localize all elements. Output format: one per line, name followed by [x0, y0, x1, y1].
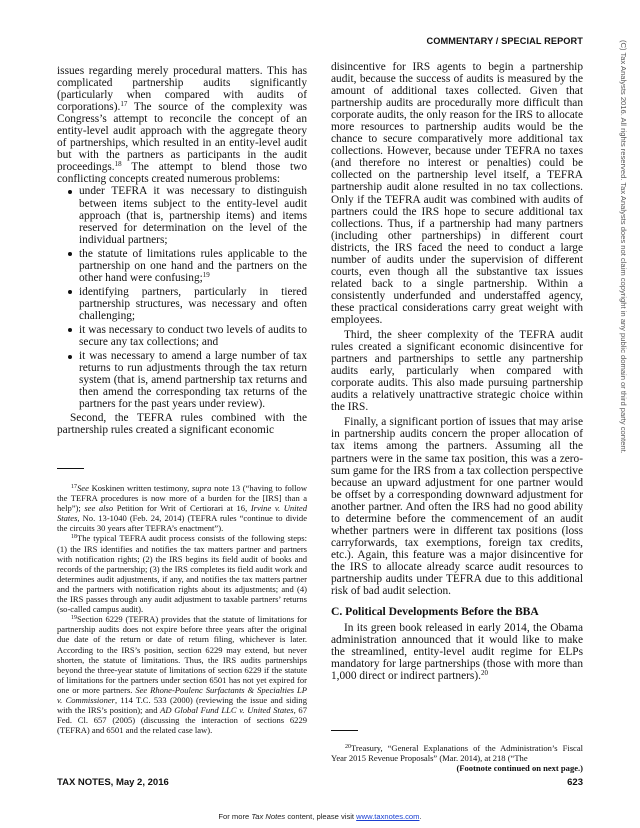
footnote-ref[interactable]: 18: [114, 160, 122, 169]
footnote-19: $^{19}$Section 6229 (TEFRA) provides that the statute of limitations for partnership audits does not expire before three years after the original due date of the return or date of return filing, whichever is later. According to the IRS’s position, section 6229 may extend, but never shorten, the statute of limitations. Thus, the IRS audits partnerships beyond the three-year statute of limitations of section 6229 if the statute of limitations for the partners under section 6501 has not yet expired for one or more partners. See Rhone-Poulenc Surfactants & Specialties LP v. Commissioner, 114 T.C. 533 (2000) (reviewing the issue and siding with the IRS’s position); and AD Global Fund LLC v. United States, 67 Fed. Cl. 657 (2005) (discussing the interaction of sections 6229 (TEFRA) and 6501 and the related case law).: [57, 614, 308, 736]
footnote-ref[interactable]: 20: [480, 669, 488, 678]
footnotes-right: [331, 743, 583, 773]
footnote-continued-note: (Footnote continued on next page.): [456, 763, 583, 774]
body-paragraph: Second, the TEFRA rules combined with the partnership rules created a significant economic: [57, 412, 307, 437]
section-heading: C. Political Developments Before the BBA: [331, 605, 539, 619]
body-paragraph: Finally, a significant portion of issues that may arise in partnership audits concern the proper allocation of tax items among the partners. Assuming all the partners were in the same tax position, this was a zero-sum game for the IRS from a tax collection perspective because an upward adjustment for one partner would be offset by a corresponding downward adjustment for another partner. And often the IRS had no good ability to determine before the commencement of an audit whether partners were in different tax positions (loss carryforwards, tax exemptions, foreign tax credits, etc.). Again, this feature was a major disincentive for the IRS to allocate already scarce audit resources to partnership audits under TEFRA due to this additional risk of bad audit selection.: [331, 416, 583, 598]
left-column: [57, 65, 307, 436]
footnote-ref[interactable]: 17: [120, 100, 128, 109]
page-number: 623: [567, 777, 583, 788]
list-item: identifying partners, particularly in tiered partnership structures, was necessary and often challenging;: [79, 285, 307, 322]
list-item: it was necessary to amend a large number of tax returns to run adjustments through the tax return system (that is, amend partnership tax returns and then amend the corresponding tax returns of the partners for the past years under review).: [79, 350, 307, 411]
body-paragraph: Third, the sheer complexity of the TEFRA audit rules created a significant economic disincentive for partners and partnerships to settle any partnership audits early, particularly when compared with corporate audits. This also made pursuing partnership audits a relatively unattractive strategic choice within the IRS.: [331, 329, 583, 414]
footnotes-left: [57, 483, 307, 735]
right-column: [331, 61, 583, 682]
body-paragraph: issues regarding merely procedural matters. This has complicated partnership audits significantly (particularly when compared with audits of corporations).$^{17}$ The source of the complexity was Congress’s attempt to reconcile the concept of an entity-level audit approach with the aggregate theory of partnerships, which resulted in an entity-level audit but with the partners as participants in the audit proceedings.$^{18}$ The attempt to blend those two conflicting concepts created numerous problems:: [57, 65, 307, 186]
side-copyright-notice: (C) Tax Analysts 2016. All rights reserved. Tax Analysts does not claim copyright in any public domain or third party content.: [619, 40, 628, 454]
footnote-20: $^{20}$Treasury, “General Explanations of the Administration’s Fiscal Year 2015 Revenue Proposals” (Mar. 2014), at 218 (“The: [331, 743, 583, 764]
list-item: it was necessary to conduct two levels of audits to secure any tax collections; and: [79, 323, 307, 349]
footnote-separator: [57, 468, 84, 469]
body-paragraph: In its green book released in early 2014, the Obama administration announced that it would like to make the streamlined, entity-level audit regime for ELPs mandatory for large partnerships (those with more than 1,000 direct or indirect partners).$^{20}$: [331, 622, 583, 683]
body-paragraph: disincentive for IRS agents to begin a partnership audit, because the success of audits is measured by the amount of additional taxes collected. Given that partnership audits are procedurally more difficult than corporate audits, the only reason for the IRS to allocate more resources to partnership audits would be the chance to secure comparatively more additional tax collections. However, because under TEFRA no taxes (and therefore no interest or penalties) could be collected on the partnership level itself, a TEFRA partnership audit alone resulted in no tax collections. Only if the TEFRA audit was combined with audits of partners could the IRS hope to secure additional tax collections. Thus, if a partnership had many partners (including other partnerships) in different court districts, the IRS faced the need to conduct a large number of audits under the supervision of different courts, even though all the substantive tax issues related back to a single partnership. Within a consistently underfunded and understaffed agency, these practical considerations carry great weight with employees.: [331, 61, 583, 326]
footnote-ref[interactable]: 19: [202, 270, 210, 279]
footnote-separator: [331, 730, 358, 731]
running-head: COMMENTARY / SPECIAL REPORT: [426, 36, 583, 46]
list-item: the statute of limitations rules applicable to the partnership on one hand and the partners on the other hand were confusing;$^{19}$: [79, 247, 307, 284]
taxnotes-link[interactable]: www.taxnotes.com: [356, 812, 420, 821]
footnote-18: $^{18}$The typical TEFRA audit process consists of the following steps: (1) the IRS identifies and notifies the tax matters partner and partners with notification rights; (2) the IRS begins its field audit of books and records of the partnership; (3) the IRS completes its field audit work and determines audit adjustments, if any, and notifies the tax matters partner and the partners with notification rights about its adjustments; and (4) the IRS passes through any audit adjustment to taxable partners’ returns (so-called campus audit).: [57, 533, 307, 615]
publication-footer: TAX NOTES, May 2, 2016: [57, 777, 169, 788]
list-item: under TEFRA it was necessary to distinguish between items subject to the entity-level audit approach (that is, partnership items) and items reserved for determination on the level of the individual partners;: [79, 185, 307, 246]
problems-list: [57, 185, 307, 410]
bottom-note: For more Tax Notes content, please visit www.taxnotes.com.: [218, 812, 422, 821]
footnote-17: $^{17}$See Koskinen written testimony, supra note 13 (“having to follow the TEFRA procedures is now more of a burden for the [IRS] than a help”); see also Petition for Writ of Certiorari at 16, Irvine v. United States, No. 13-1040 (Feb. 24, 2014) (TEFRA rules “continue to divide the circuits 30 years after TEFRA’s enactment”).: [57, 483, 308, 534]
